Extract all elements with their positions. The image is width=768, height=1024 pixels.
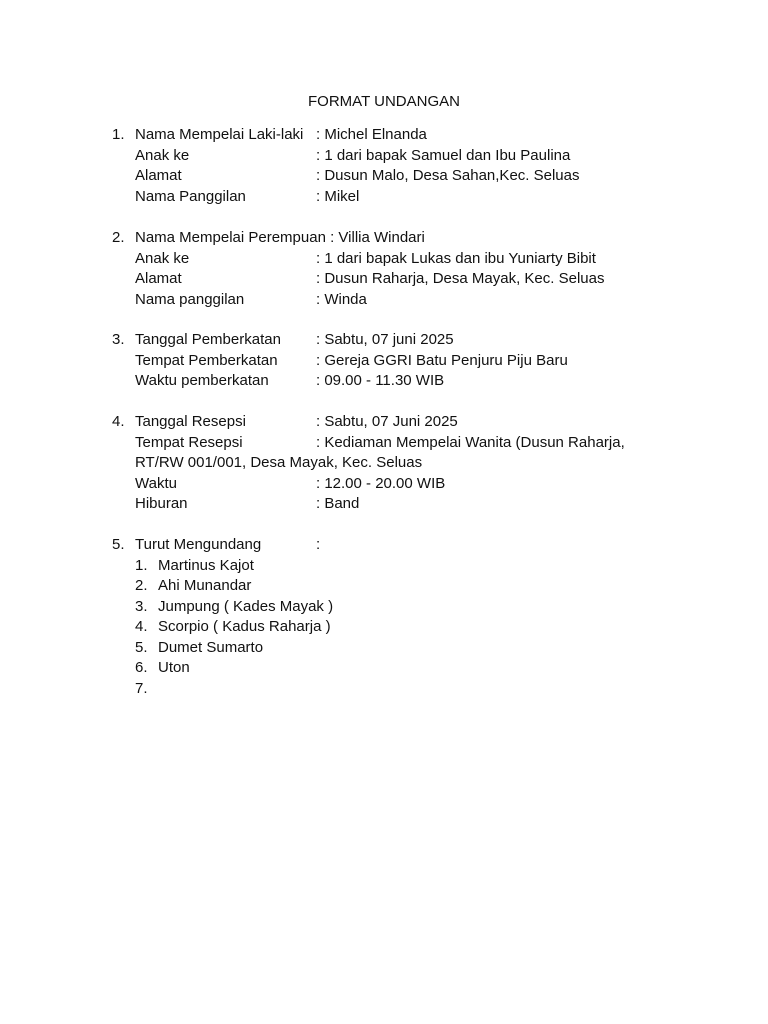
groom-address-value: : Dusun Malo, Desa Sahan,Kec. Seluas — [316, 167, 580, 184]
ceremony-time-label: Waktu pemberkatan — [135, 372, 269, 389]
groom-nickname-label: Nama Panggilan — [135, 187, 246, 205]
host-item-number: 5. — [135, 638, 148, 656]
reception-place-continuation: RT/RW 001/001, Desa Mayak, Kec. Seluas — [135, 454, 423, 471]
bride-child-label: Anak ke — [135, 249, 190, 267]
host-item-name: Uton — [158, 659, 190, 676]
bride-name-text: Nama Mempelai Perempuan : Villia Windari — [135, 229, 425, 246]
reception-entertainment-value: : Band — [316, 495, 360, 512]
host-item-name: Martinus Kajot — [158, 556, 254, 574]
bride-address-label: Alamat — [135, 270, 182, 287]
host-item-name: Dumet Sumarto — [158, 638, 264, 656]
host-item-number: 3. — [135, 597, 148, 615]
ceremony-place-value: : Gereja GGRI Batu Penjuru Piju Baru — [316, 351, 568, 369]
groom-nickname-value: : Mikel — [316, 187, 360, 205]
reception-place-label: Tempat Resepsi — [135, 433, 243, 451]
groom-child-label: Anak ke — [135, 146, 190, 164]
host-item-name: Jumpung ( Kades Mayak ) — [158, 597, 334, 615]
host-item-name: Scorpio ( Kadus Raharja ) — [158, 618, 331, 635]
document-title: FORMAT UNDANGAN — [308, 93, 460, 110]
bride-nickname-value: : Winda — [316, 290, 367, 308]
reception-date-label: Tanggal Resepsi — [135, 413, 246, 430]
section-number: 2. — [112, 229, 125, 246]
section-number: 3. — [112, 331, 125, 348]
bride-address-value: : Dusun Raharja, Desa Mayak, Kec. Seluas — [316, 270, 605, 287]
hosts-value: : — [316, 536, 321, 553]
bride-nickname-label: Nama panggilan — [135, 290, 245, 308]
reception-time-value: : 12.00 - 20.00 WIB — [316, 474, 446, 492]
groom-address-label: Alamat — [135, 167, 182, 184]
section-number: 5. — [112, 536, 125, 553]
section-number: 4. — [112, 413, 125, 430]
reception-time-label: Waktu — [135, 474, 177, 492]
ceremony-date-label: Tanggal Pemberkatan — [135, 331, 281, 348]
reception-entertainment-label: Hiburan — [135, 495, 188, 512]
groom-name-value: : Michel Elnanda — [316, 126, 427, 143]
reception-date-value: : Sabtu, 07 Juni 2025 — [316, 413, 458, 430]
ceremony-time-value: : 09.00 - 11.30 WIB — [316, 372, 445, 389]
ceremony-place-label: Tempat Pemberkatan — [135, 351, 278, 369]
host-item-name: Ahi Munandar — [158, 577, 252, 594]
host-item-number: 6. — [135, 659, 148, 676]
bride-child-value: : 1 dari bapak Lukas dan ibu Yuniarty Bibit — [316, 249, 596, 267]
host-item-number: 4. — [135, 618, 148, 635]
groom-child-value: : 1 dari bapak Samuel dan Ibu Paulina — [316, 146, 571, 164]
groom-name-label: Nama Mempelai Laki-laki — [135, 126, 304, 143]
ceremony-date-value: : Sabtu, 07 juni 2025 — [316, 331, 454, 348]
host-item-number: 7. — [135, 679, 148, 697]
reception-place-value: : Kediaman Mempelai Wanita (Dusun Raharja, — [316, 433, 625, 451]
section-number: 1. — [112, 126, 125, 143]
hosts-label: Turut Mengundang — [135, 536, 262, 553]
host-item-number: 1. — [135, 556, 148, 574]
host-item-number: 2. — [135, 577, 148, 594]
